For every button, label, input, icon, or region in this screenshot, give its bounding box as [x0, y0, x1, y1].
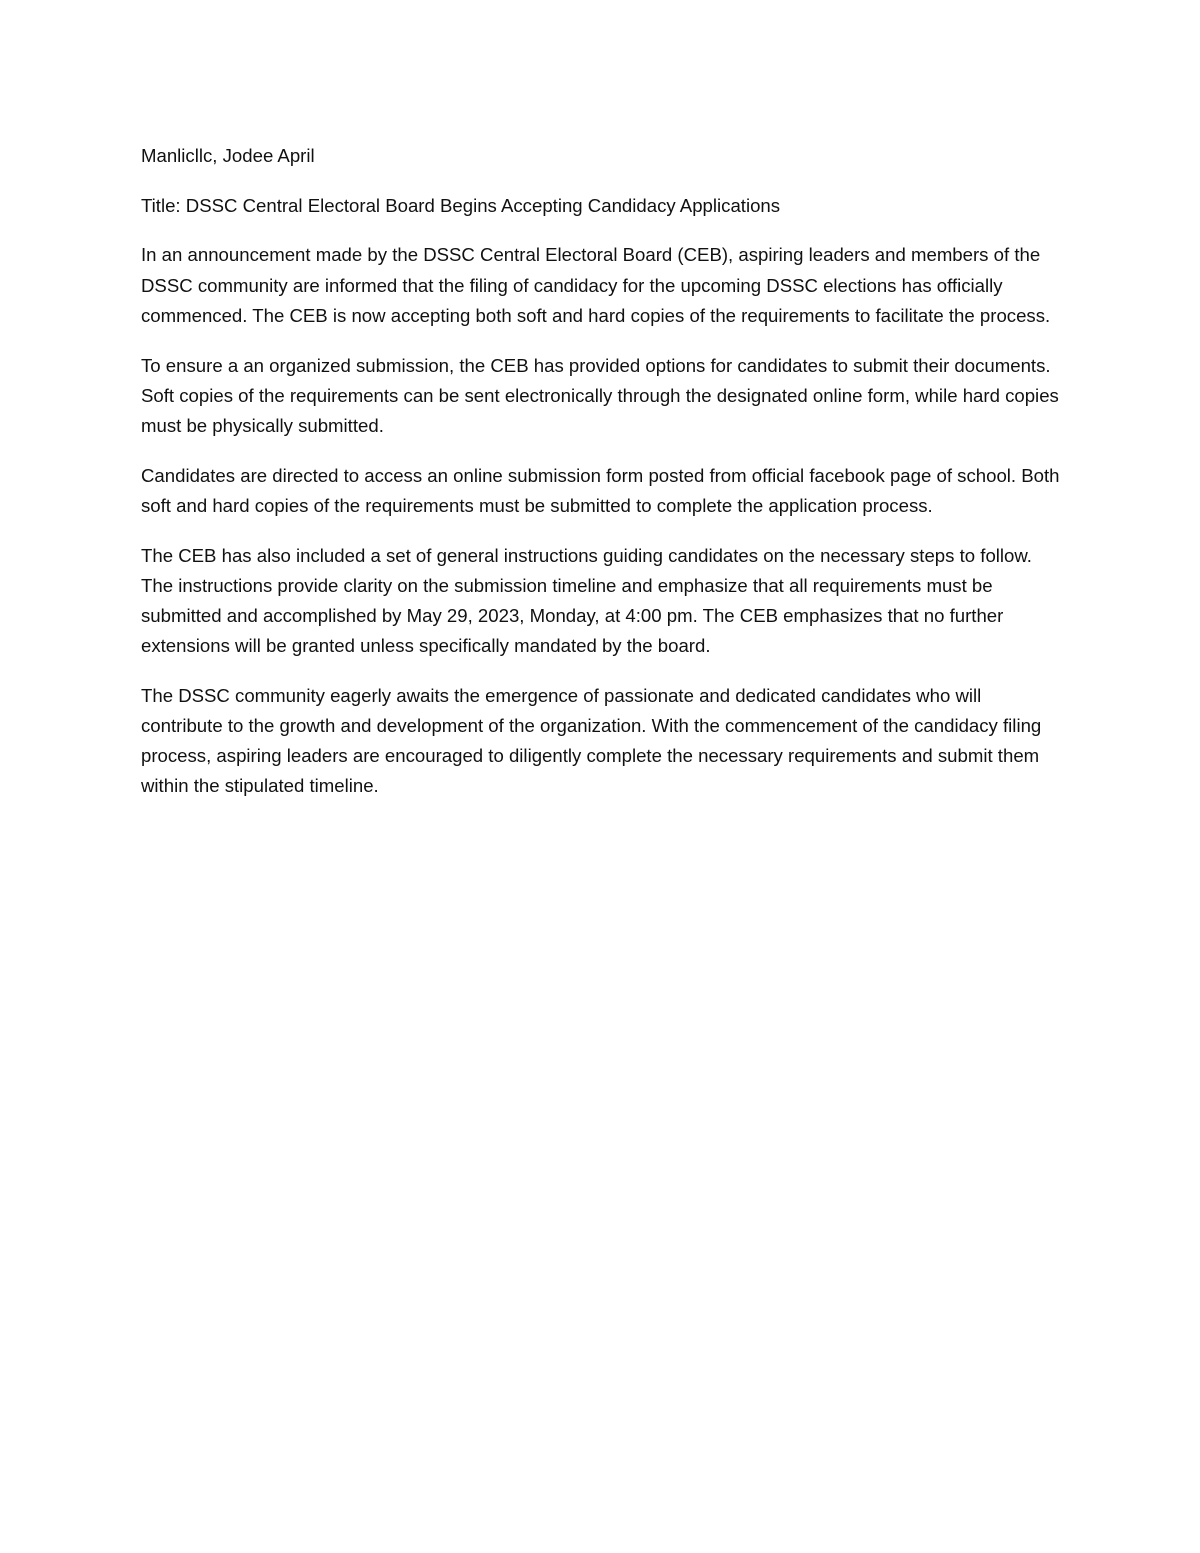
paragraph-5: The DSSC community eagerly awaits the emergence of passionate and dedicated candidates who will contribute to the growth and development of the organization. With the commencement of the candidacy filing process, aspiring leaders are encouraged to diligently complete the necessary requirements and submit them within the stipulated timeline.: [141, 684, 1042, 797]
article-title: Title: DSSC Central Electoral Board Begins Accepting Candidacy Applications: [141, 194, 781, 216]
paragraph-2: To ensure a an organized submission, the CEB has provided options for candidates to submit their documents. Soft copies of the requirements can be sent electronically through the designated online form, while hard copies must be physically submitted.: [141, 354, 1059, 436]
paragraph-4: The CEB has also included a set of general instructions guiding candidates on the necessary steps to follow. The instructions provide clarity on the submission timeline and emphasize that all requirements must be submitted and accomplished by May 29, 2023, Monday, at 4:00 pm. The CEB emphasizes that no further extensions will be granted unless specifically mandated by the board.: [141, 544, 1032, 657]
document-body: [141, 141, 1061, 821]
paragraph-1: In an announcement made by the DSSC Central Electoral Board (CEB), aspiring leaders and members of the DSSC community are informed that the filing of candidacy for the upcoming DSSC elections has officially commenced. The CEB is now accepting both soft and hard copies of the requirements to facilitate the process.: [141, 244, 1051, 326]
author-name: Manlicllc, Jodee April: [141, 145, 315, 166]
paragraph-3: Candidates are directed to access an online submission form posted from official facebook page of school. Both soft and hard copies of the requirements must be submitted to complete the application process.: [141, 464, 1060, 516]
